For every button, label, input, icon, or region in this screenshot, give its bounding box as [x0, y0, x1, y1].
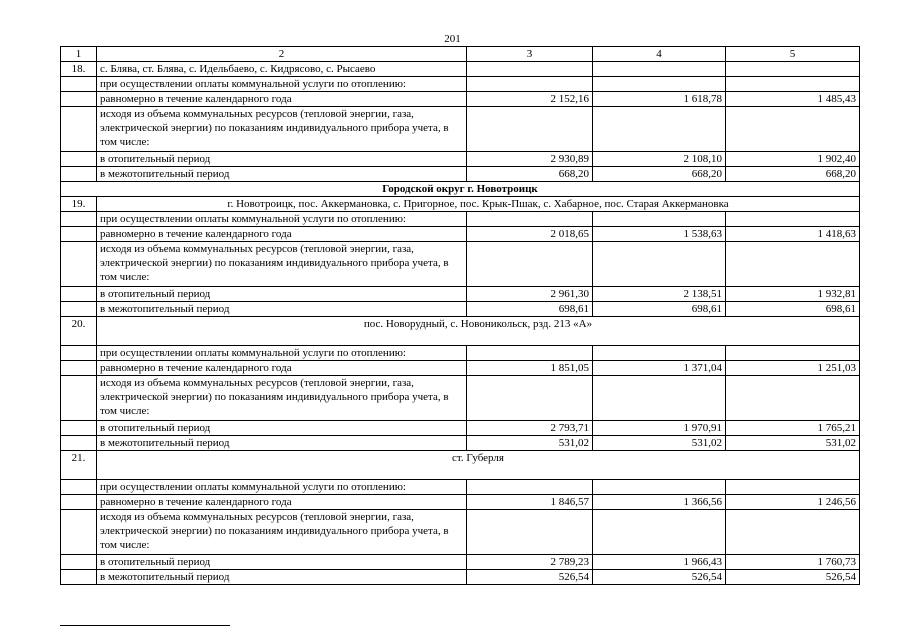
table-row	[61, 421, 860, 436]
value-col-4: 1 366,56	[593, 495, 726, 510]
row-label: равномерно в течение календарного года	[97, 361, 467, 376]
row-label: исходя из объема коммунальных ресурсов (тепловой энергии, газа, электрической энергии) по показаниям индивидуального прибора учета, в том числе:	[97, 376, 467, 421]
value-col-5: 1 485,43	[726, 92, 860, 107]
row-label: равномерно в течение календарного года	[97, 227, 467, 242]
table-row	[61, 62, 860, 77]
value-col-3: 2 018,65	[467, 227, 593, 242]
value-col-3: 668,20	[467, 167, 593, 182]
row-label: в межотопительный период	[97, 302, 467, 317]
value-col-5: 668,20	[726, 167, 860, 182]
value-col-4: 1 970,91	[593, 421, 726, 436]
table-row	[61, 212, 860, 227]
table-row	[61, 376, 860, 421]
payment-mode-label: при осуществлении оплаты коммунальной услуги по отоплению:	[97, 212, 467, 227]
payment-mode-label: при осуществлении оплаты коммунальной услуги по отоплению:	[97, 77, 467, 92]
row-label: в отопительный период	[97, 421, 467, 436]
table-row	[61, 227, 860, 242]
value-col-5: 1 932,81	[726, 287, 860, 302]
row-number: 19.	[61, 197, 97, 212]
table-row	[61, 197, 860, 212]
table-row	[61, 436, 860, 451]
value-col-3: 698,61	[467, 302, 593, 317]
settlement-name: пос. Новорудный, с. Новоникольск, рзд. 213 «А»	[97, 317, 860, 346]
value-col-4: 1 538,63	[593, 227, 726, 242]
value-col-5: 698,61	[726, 302, 860, 317]
value-col-3: 526,54	[467, 570, 593, 585]
header-col-1: 1	[61, 47, 97, 62]
value-col-3: 2 793,71	[467, 421, 593, 436]
value-col-3: 2 789,23	[467, 555, 593, 570]
table-row	[61, 510, 860, 555]
header-col-5: 5	[726, 47, 860, 62]
row-label: в отопительный период	[97, 287, 467, 302]
row-number: 18.	[61, 62, 97, 77]
value-col-4: 1 618,78	[593, 92, 726, 107]
value-col-4: 2 108,10	[593, 152, 726, 167]
row-label: в отопительный период	[97, 555, 467, 570]
value-col-4: 1 371,04	[593, 361, 726, 376]
header-col-2: 2	[97, 47, 467, 62]
value-col-3: 2 152,16	[467, 92, 593, 107]
row-label: исходя из объема коммунальных ресурсов (тепловой энергии, газа, электрической энергии) по показаниям индивидуального прибора учета, в том числе:	[97, 107, 467, 152]
district-header-row	[61, 182, 860, 197]
table-row	[61, 346, 860, 361]
table-row	[61, 317, 860, 346]
table-row	[61, 77, 860, 92]
value-col-5: 1 418,63	[726, 227, 860, 242]
row-label: в отопительный период	[97, 152, 467, 167]
table-row	[61, 555, 860, 570]
value-col-3: 1 851,05	[467, 361, 593, 376]
header-col-4: 4	[593, 47, 726, 62]
footer-divider	[60, 625, 230, 626]
header-col-3: 3	[467, 47, 593, 62]
value-col-4: 531,02	[593, 436, 726, 451]
row-label: в межотопительный период	[97, 436, 467, 451]
district-title: Городской округ г. Новотроицк	[61, 182, 860, 197]
value-col-5: 1 902,40	[726, 152, 860, 167]
value-col-5: 531,02	[726, 436, 860, 451]
row-label: исходя из объема коммунальных ресурсов (тепловой энергии, газа, электрической энергии) по показаниям индивидуального прибора учета, в том числе:	[97, 242, 467, 287]
payment-mode-label: при осуществлении оплаты коммунальной услуги по отоплению:	[97, 346, 467, 361]
value-col-4: 1 966,43	[593, 555, 726, 570]
table-row	[61, 570, 860, 585]
value-col-3: 2 930,89	[467, 152, 593, 167]
table-row	[61, 287, 860, 302]
value-col-5: 1 760,73	[726, 555, 860, 570]
table-row	[61, 167, 860, 182]
settlement-name: с. Блява, ст. Блява, с. Идельбаево, с. Кидрясово, с. Рысаево	[97, 62, 467, 77]
table-row	[61, 152, 860, 167]
value-col-5: 1 251,03	[726, 361, 860, 376]
row-label: равномерно в течение календарного года	[97, 495, 467, 510]
table-row	[61, 242, 860, 287]
table-header-row	[61, 47, 860, 62]
table-row	[61, 92, 860, 107]
value-col-4: 668,20	[593, 167, 726, 182]
value-col-5: 1 246,56	[726, 495, 860, 510]
row-label: в межотопительный период	[97, 570, 467, 585]
value-col-3: 2 961,30	[467, 287, 593, 302]
row-label: равномерно в течение календарного года	[97, 92, 467, 107]
value-col-4: 2 138,51	[593, 287, 726, 302]
table-row	[61, 302, 860, 317]
table-row	[61, 107, 860, 152]
table-row	[61, 361, 860, 376]
page-number: 201	[444, 33, 461, 45]
row-number: 21.	[61, 451, 97, 480]
table-row	[61, 480, 860, 495]
value-col-5: 1 765,21	[726, 421, 860, 436]
settlement-name: г. Новотроицк, пос. Аккермановка, с. Пригорное, пос. Крык-Пшак, с. Хабарное, пос. Старая Аккермановка	[97, 197, 860, 212]
table-row	[61, 451, 860, 480]
row-label: в межотопительный период	[97, 167, 467, 182]
row-number: 20.	[61, 317, 97, 346]
value-col-4: 698,61	[593, 302, 726, 317]
tariff-table	[60, 46, 860, 585]
payment-mode-label: при осуществлении оплаты коммунальной услуги по отоплению:	[97, 480, 467, 495]
settlement-name: ст. Губерля	[97, 451, 860, 480]
value-col-3: 531,02	[467, 436, 593, 451]
row-label: исходя из объема коммунальных ресурсов (тепловой энергии, газа, электрической энергии) по показаниям индивидуального прибора учета, в том числе:	[97, 510, 467, 555]
table-row	[61, 495, 860, 510]
value-col-4: 526,54	[593, 570, 726, 585]
value-col-3: 1 846,57	[467, 495, 593, 510]
value-col-5: 526,54	[726, 570, 860, 585]
